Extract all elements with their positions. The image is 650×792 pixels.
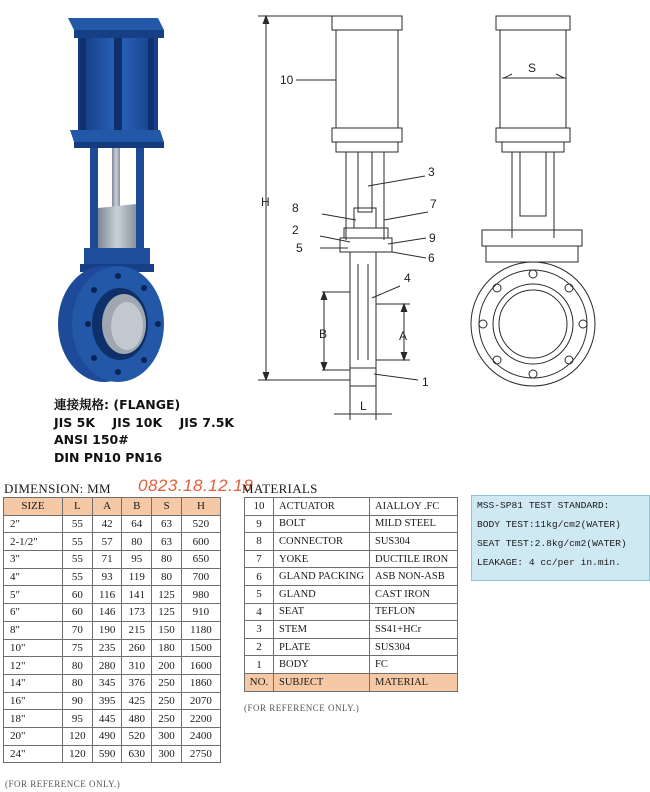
dimension-cell: 60: [62, 604, 92, 622]
size-cell: 3": [4, 551, 63, 569]
dimension-cell: 80: [122, 533, 152, 551]
dimension-cell: 590: [92, 745, 122, 763]
dimension-cell: 75: [62, 639, 92, 657]
table-row: [245, 656, 458, 674]
part-number-cell: 3: [245, 621, 274, 639]
dimension-cell: 910: [181, 604, 220, 622]
size-cell: 8": [4, 621, 63, 639]
part-number-cell: 7: [245, 550, 274, 568]
size-cell: 6": [4, 604, 63, 622]
dimension-cell: 250: [152, 710, 182, 728]
dimension-cell: 63: [152, 515, 182, 533]
dimension-cell: 215: [122, 621, 152, 639]
label-H: H: [261, 195, 270, 209]
table-row: [245, 568, 458, 586]
material-cell: SUS304: [370, 533, 458, 551]
dimension-cell: 125: [152, 586, 182, 604]
dimension-cell: 125: [152, 604, 182, 622]
part-name-cell: CONNECTOR: [274, 533, 370, 551]
dimension-cell: 80: [152, 568, 182, 586]
table-row: [4, 710, 221, 728]
dimension-cell: 520: [122, 727, 152, 745]
col-a: A: [92, 498, 122, 516]
label-7: 7: [430, 197, 437, 211]
dimension-note: (FOR REFERENCE ONLY.): [5, 779, 121, 789]
dimension-cell: 260: [122, 639, 152, 657]
col-s: S: [152, 498, 182, 516]
table-row: [245, 533, 458, 551]
part-number-cell: 2: [245, 638, 274, 656]
dimension-cell: 80: [62, 657, 92, 675]
part-name-cell: BOLT: [274, 515, 370, 533]
leakage: LEAKAGE: 4 cc/per in.min.: [477, 557, 621, 568]
label-B: B: [319, 327, 328, 341]
dimension-cell: 280: [92, 657, 122, 675]
dimension-cell: 425: [122, 692, 152, 710]
label-9: 9: [429, 231, 436, 245]
table-row: [245, 585, 458, 603]
dimension-cell: 60: [62, 586, 92, 604]
materials-table: [244, 497, 458, 692]
dimension-cell: 180: [152, 639, 182, 657]
size-cell: 20": [4, 727, 63, 745]
table-row: [4, 568, 221, 586]
dimension-cell: 57: [92, 533, 122, 551]
table-row: [4, 745, 221, 763]
dimension-cell: 55: [62, 515, 92, 533]
label-8: 8: [292, 201, 299, 215]
size-cell: 14": [4, 674, 63, 692]
table-row: [4, 674, 221, 692]
part-name-cell: SEAT: [274, 603, 370, 621]
dimension-cell: 90: [62, 692, 92, 710]
dimension-cell: 71: [92, 551, 122, 569]
table-row: [245, 621, 458, 639]
material-cell: SUS304: [370, 638, 458, 656]
part-number-cell: 6: [245, 568, 274, 586]
part-name-cell: GLAND: [274, 585, 370, 603]
size-cell: 12": [4, 657, 63, 675]
table-row: [245, 550, 458, 568]
dimension-cell: 650: [181, 551, 220, 569]
size-cell: 16": [4, 692, 63, 710]
materials-note: (FOR REFERENCE ONLY.): [244, 703, 360, 713]
dimension-cell: 250: [152, 674, 182, 692]
label-S: S: [528, 61, 537, 75]
dimension-cell: 2070: [181, 692, 220, 710]
dimension-cell: 95: [62, 710, 92, 728]
dimension-cell: 80: [62, 674, 92, 692]
label-L: L: [360, 399, 367, 413]
label-4: 4: [404, 271, 411, 285]
col-l: L: [62, 498, 92, 516]
material-cell: SS41+HCr: [370, 621, 458, 639]
dimension-cell: 2200: [181, 710, 220, 728]
part-name-cell: SUBJECT: [274, 673, 370, 691]
dimension-cell: 64: [122, 515, 152, 533]
dimension-cell: 55: [62, 533, 92, 551]
part-name-cell: ACTUATOR: [274, 498, 370, 516]
size-cell: 10": [4, 639, 63, 657]
dimension-cell: 376: [122, 674, 152, 692]
col-b: B: [122, 498, 152, 516]
dimension-cell: 55: [62, 568, 92, 586]
dimension-cell: 93: [92, 568, 122, 586]
materials-header-row: [245, 673, 458, 691]
phone-number: 0823.18.12.18: [138, 476, 254, 495]
dimension-cell: 395: [92, 692, 122, 710]
table-row: [245, 603, 458, 621]
part-number-cell: 4: [245, 603, 274, 621]
test-standard-title: MSS-SP81 TEST STANDARD:: [477, 500, 610, 511]
part-name-cell: YOKE: [274, 550, 370, 568]
side-view-drawing: [462, 8, 602, 398]
dimension-cell: 1600: [181, 657, 220, 675]
part-number-cell: 9: [245, 515, 274, 533]
dimension-header-row: [4, 498, 221, 516]
dimension-cell: 95: [122, 551, 152, 569]
table-row: [245, 638, 458, 656]
dimension-cell: 700: [181, 568, 220, 586]
flange-spec-line1: 連接規格: (FLANGE): [54, 397, 181, 412]
material-cell: ASB NON-ASB: [370, 568, 458, 586]
dimension-cell: 445: [92, 710, 122, 728]
flange-spec-line3: ANSI 150#: [54, 432, 129, 447]
dimension-heading: DIMENSION: MM: [4, 481, 111, 496]
size-cell: 4": [4, 568, 63, 586]
dimension-cell: 116: [92, 586, 122, 604]
dimension-cell: 120: [62, 745, 92, 763]
dimension-cell: 55: [62, 551, 92, 569]
dimension-cell: 42: [92, 515, 122, 533]
dimension-cell: 2400: [181, 727, 220, 745]
dimension-cell: 980: [181, 586, 220, 604]
dimension-cell: 1500: [181, 639, 220, 657]
table-row: [4, 639, 221, 657]
label-5: 5: [296, 241, 303, 255]
material-cell: AIALLOY .FC: [370, 498, 458, 516]
label-10: 10: [280, 73, 294, 87]
dimension-cell: 150: [152, 621, 182, 639]
material-cell: CAST IRON: [370, 585, 458, 603]
dimension-cell: 70: [62, 621, 92, 639]
dimension-cell: 63: [152, 533, 182, 551]
table-row: [4, 621, 221, 639]
flange-spec-line4: DIN PN10 PN16: [54, 449, 163, 465]
part-number-cell: 10: [245, 498, 274, 516]
dimension-cell: 310: [122, 657, 152, 675]
dimension-cell: 630: [122, 745, 152, 763]
dimension-cell: 235: [92, 639, 122, 657]
material-cell: DUCTILE IRON: [370, 550, 458, 568]
label-6: 6: [428, 251, 435, 265]
dimension-cell: 300: [152, 745, 182, 763]
part-number-cell: NO.: [245, 673, 274, 691]
table-row: [245, 515, 458, 533]
flange-spec: [54, 396, 234, 466]
dimension-cell: 1180: [181, 621, 220, 639]
table-row: [4, 533, 221, 551]
dimension-cell: 600: [181, 533, 220, 551]
test-standard-box: [471, 495, 650, 581]
dimension-cell: 173: [122, 604, 152, 622]
col-h: H: [181, 498, 220, 516]
dimension-cell: 480: [122, 710, 152, 728]
front-view-drawing: [250, 8, 450, 428]
material-cell: FC: [370, 656, 458, 674]
dimension-table: [3, 497, 221, 763]
col-size: SIZE: [4, 498, 63, 516]
part-name-cell: GLAND PACKING: [274, 568, 370, 586]
dimension-cell: 1860: [181, 674, 220, 692]
dimension-cell: 146: [92, 604, 122, 622]
seat-test: SEAT TEST:2.8kg/cm2(WATER): [477, 538, 627, 549]
dimension-cell: 490: [92, 727, 122, 745]
label-3: 3: [428, 165, 435, 179]
dimension-cell: 80: [152, 551, 182, 569]
part-number-cell: 8: [245, 533, 274, 551]
table-row: [4, 551, 221, 569]
part-name-cell: BODY: [274, 656, 370, 674]
material-cell: TEFLON: [370, 603, 458, 621]
table-row: [4, 515, 221, 533]
table-row: [4, 727, 221, 745]
part-name-cell: PLATE: [274, 638, 370, 656]
valve-3d-illustration: [40, 8, 180, 388]
part-number-cell: 1: [245, 656, 274, 674]
part-number-cell: 5: [245, 585, 274, 603]
materials-heading: MATERIALS: [242, 481, 318, 496]
material-cell: MATERIAL: [370, 673, 458, 691]
size-cell: 2-1/2": [4, 533, 63, 551]
dimension-cell: 120: [62, 727, 92, 745]
dimension-cell: 141: [122, 586, 152, 604]
table-row: [4, 657, 221, 675]
dimension-cell: 119: [122, 568, 152, 586]
flange-spec-line2: JIS 5K JIS 10K JIS 7.5K: [54, 414, 235, 430]
table-row: [4, 586, 221, 604]
dimension-cell: 250: [152, 692, 182, 710]
size-cell: 24": [4, 745, 63, 763]
dimension-cell: 190: [92, 621, 122, 639]
dimension-cell: 200: [152, 657, 182, 675]
size-cell: 5": [4, 586, 63, 604]
label-A: A: [399, 329, 408, 343]
material-cell: MILD STEEL: [370, 515, 458, 533]
label-2: 2: [292, 223, 299, 237]
dimension-cell: 520: [181, 515, 220, 533]
dimension-cell: 2750: [181, 745, 220, 763]
table-row: [245, 498, 458, 516]
size-cell: 2": [4, 515, 63, 533]
dimension-cell: 300: [152, 727, 182, 745]
label-1: 1: [422, 375, 429, 389]
table-row: [4, 604, 221, 622]
dimension-cell: 345: [92, 674, 122, 692]
size-cell: 18": [4, 710, 63, 728]
body-test: BODY TEST:11kg/cm2(WATER): [477, 519, 621, 530]
table-row: [4, 692, 221, 710]
part-name-cell: STEM: [274, 621, 370, 639]
